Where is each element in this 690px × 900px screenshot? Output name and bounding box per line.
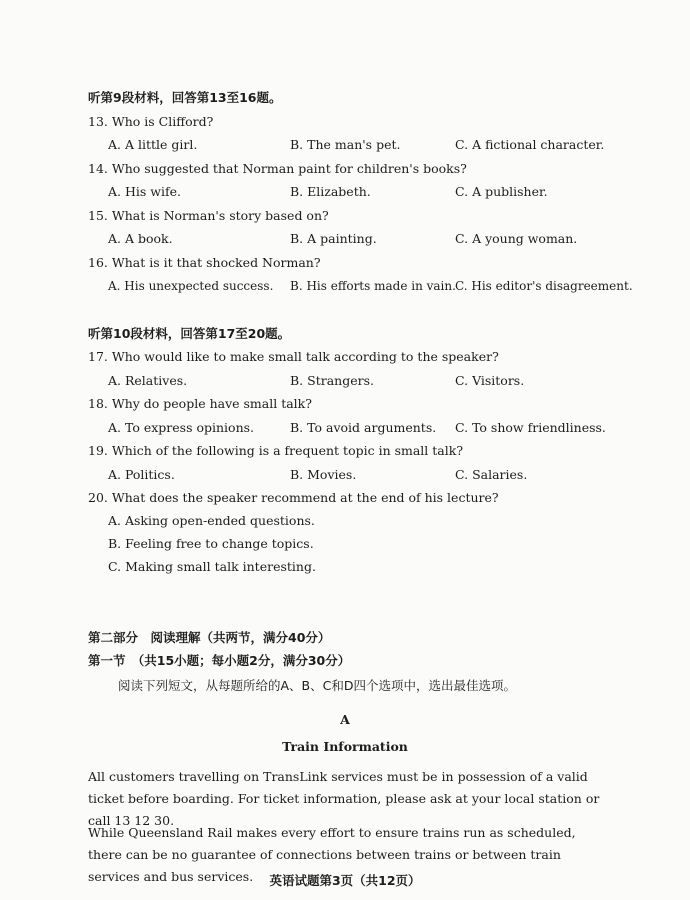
page-footer: 英语试题第3页（共12页） bbox=[269, 873, 421, 888]
section10-instruction: 听第10段材料，回答第17至20题。 bbox=[88, 326, 291, 341]
passage-paragraph-1: All customers travelling on TransLink services must be in possession of a valid ticket before boarding. For ticket information, please ask at your local station or call 13 12 30. bbox=[88, 769, 600, 828]
question-19-option-c: C. Salaries. bbox=[455, 467, 528, 482]
question-14-option-a: A. His wife. bbox=[108, 184, 181, 199]
question-13-option-c: C. A fictional character. bbox=[455, 137, 605, 152]
question-15-option-b: B. A painting. bbox=[290, 231, 377, 246]
question-14-stem: 14. Who suggested that Norman paint for children's books? bbox=[88, 161, 467, 176]
question-20-stem: 20. What does the speaker recommend at the end of his lecture? bbox=[88, 490, 499, 505]
question-15-option-a: A. A book. bbox=[108, 231, 173, 246]
question-19-stem: 19. Which of the following is a frequent topic in small talk? bbox=[88, 443, 464, 458]
question-18-option-c: C. To show friendliness. bbox=[455, 420, 606, 435]
part2-heading: 第二部分 阅读理解（共两节，满分40分） bbox=[88, 630, 331, 645]
question-15-option-c: C. A young woman. bbox=[455, 231, 578, 246]
question-16-option-b: B. His efforts made in vain. bbox=[290, 279, 456, 293]
question-18-option-b: B. To avoid arguments. bbox=[290, 420, 437, 435]
question-20-option-b: B. Feeling free to change topics. bbox=[108, 536, 314, 551]
question-20-option-c: C. Making small talk interesting. bbox=[108, 559, 316, 574]
part2-section1: 第一节 （共15小题；每小题2分，满分30分） bbox=[88, 653, 351, 668]
question-17-option-c: C. Visitors. bbox=[455, 373, 525, 388]
question-19-option-a: A. Politics. bbox=[108, 467, 175, 482]
question-13-stem: 13. Who is Clifford? bbox=[88, 114, 214, 129]
question-17-stem: 17. Who would like to make small talk according to the speaker? bbox=[88, 349, 499, 364]
passage-paragraph-2: While Queensland Rail makes every effort to ensure trains run as scheduled, there can be no guarantee of connections between trains or between train services and bus services. bbox=[88, 825, 576, 884]
question-17-option-b: B. Strangers. bbox=[290, 373, 374, 388]
question-18-stem: 18. Why do people have small talk? bbox=[88, 396, 312, 411]
question-14-option-c: C. A publisher. bbox=[455, 184, 548, 199]
question-16-option-a: A. His unexpected success. bbox=[108, 279, 274, 293]
question-20-option-a: A. Asking open-ended questions. bbox=[108, 513, 315, 528]
passage-letter: A bbox=[340, 712, 350, 727]
question-16-stem: 16. What is it that shocked Norman? bbox=[88, 255, 321, 270]
question-17-option-a: A. Relatives. bbox=[108, 373, 188, 388]
question-15-stem: 15. What is Norman's story based on? bbox=[88, 208, 329, 223]
section9-instruction: 听第9段材料，回答第13至16题。 bbox=[88, 90, 282, 105]
question-18-option-a: A. To express opinions. bbox=[108, 420, 255, 435]
question-14-option-b: B. Elizabeth. bbox=[290, 184, 371, 199]
part2-instruction: 阅读下列短文，从每题所给的A、B、C和D四个选项中，选出最佳选项。 bbox=[118, 678, 516, 693]
question-13-option-b: B. The man's pet. bbox=[290, 137, 401, 152]
question-19-option-b: B. Movies. bbox=[290, 467, 357, 482]
question-16-option-c: C. His editor's disagreement. bbox=[455, 279, 633, 293]
passage-title: Train Information bbox=[282, 739, 408, 754]
question-13-option-a: A. A little girl. bbox=[108, 137, 198, 152]
